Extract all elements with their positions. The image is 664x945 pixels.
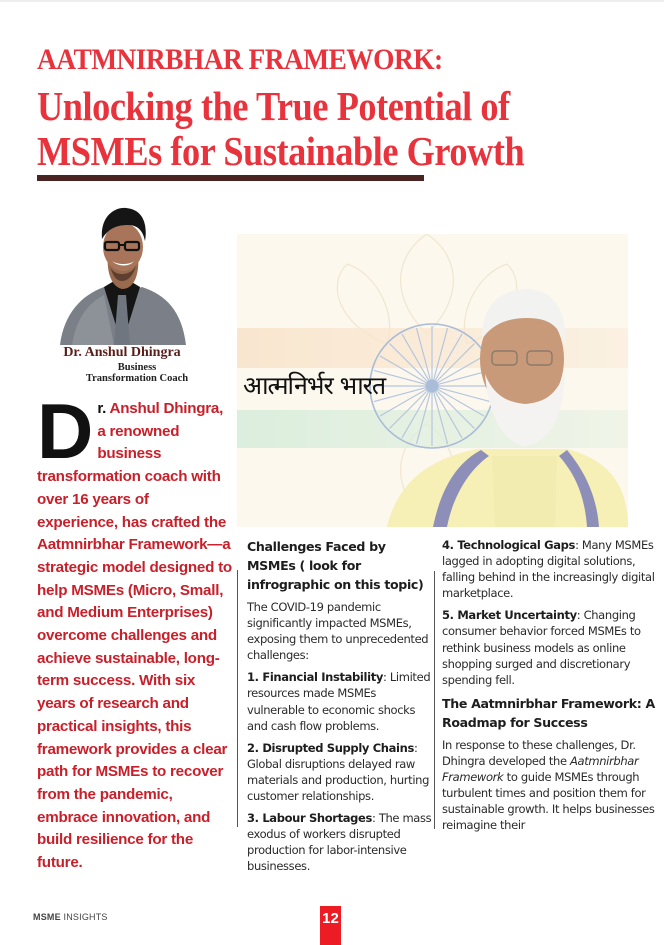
- challenge-item-text: : Limited resources made MSMEs vulnerable to economic shocks and cash flow problems.: [247, 670, 431, 733]
- intro-text: Anshul Dhingra, a renowned business transformation coach with over 16 years of experience, has crafted the Aatmnirbhar Framework—a strategic model designed to help MSMEs (Micro, Small, and Medium Enterprises) overcome challenges and achieve sustainable, long-term success. With six years of research and practical insights, this framework provides a clear path for MSMEs to recover from the pandemic, embrace innovation, and build resilience for the future.: [37, 400, 232, 872]
- challenge-item-title: 5. Market Uncertainty: [442, 608, 577, 623]
- challenge-item: [442, 607, 657, 687]
- article-headline: [37, 84, 524, 174]
- author-title: [42, 362, 232, 384]
- column-divider-right: [434, 571, 435, 829]
- author-portrait: [42, 195, 202, 345]
- author-name: Dr. Anshul Dhingra: [63, 345, 181, 360]
- challenge-item: [247, 669, 432, 733]
- roadmap-paragraph: [442, 737, 657, 834]
- challenges-lead: The COVID-19 pandemic significantly impacted MSMEs, exposing them to unprecedented challenges:: [247, 600, 429, 663]
- headline-line-1: Unlocking the True Potential of: [37, 83, 510, 129]
- drop-cap: D: [37, 387, 92, 475]
- challenge-item-title: 2. Disrupted Supply Chains: [247, 740, 414, 755]
- intro-paragraph: [37, 387, 233, 875]
- challenge-item-text: : Many MSMEs lagged in adopting digital solutions, falling behind in the increasingly digital marketplace.: [442, 538, 655, 601]
- hero-image-aatmanirbhar-bharat: [237, 234, 628, 527]
- headline-line-2: MSMEs for Sustainable Growth: [37, 128, 525, 174]
- author-portrait-illustration: [42, 195, 202, 345]
- article-kicker: AATMNIRBHAR FRAMEWORK:: [37, 44, 443, 76]
- author-title-line-1: Business: [117, 362, 157, 373]
- footer-brand-rest: INSIGHTS: [60, 912, 108, 922]
- headline-underline-rule: [37, 175, 424, 181]
- roadmap-heading: The Aatmnirbhar Framework: A Roadmap for Success: [442, 695, 655, 730]
- author-title-line-2: Transformation Coach: [85, 373, 189, 384]
- page-number-badge: 12: [320, 906, 341, 945]
- roadmap-text-italic: Aatmnirbhar Framework: [442, 753, 639, 785]
- roadmap-text-before: In response to these challenges, Dr. Dhingra developed the: [442, 737, 636, 768]
- challenge-item-text: : The mass exodus of workers disrupted production for labor-intensive businesses.: [247, 811, 432, 874]
- column-divider-left: [237, 570, 238, 827]
- challenge-item-text: : Changing consumer behavior forced MSMEs to rethink business models as online shopping surged and discretionary spending fell.: [442, 608, 641, 687]
- footer-brand-bold: MSME: [33, 912, 61, 922]
- challenge-item: [247, 740, 432, 804]
- challenges-column: [247, 537, 432, 881]
- challenge-item-text: : Global disruptions delayed raw materials and production, hurting customer relationships.: [247, 740, 430, 804]
- challenge-item-title: 3. Labour Shortages: [247, 811, 372, 826]
- challenge-item: [247, 810, 432, 874]
- top-border: [0, 0, 664, 2]
- intro-lead: r.: [97, 400, 107, 417]
- hero-caption-hindi: आत्मनिर्भर भारत: [243, 371, 386, 400]
- right-column: [442, 537, 657, 839]
- challenge-item-title: 1. Financial Instability: [247, 670, 383, 685]
- footer-publication-name: [33, 912, 108, 922]
- challenges-heading: Challenges Faced by MSMEs ( look for infrographic on this topic): [247, 539, 424, 592]
- challenge-item-title: 4. Technological Gaps: [442, 538, 576, 552]
- challenge-item: [442, 537, 657, 601]
- roadmap-text-after: to guide MSMEs through turbulent times and position them for sustainable growth. It helps businesses reimagine their: [442, 770, 655, 833]
